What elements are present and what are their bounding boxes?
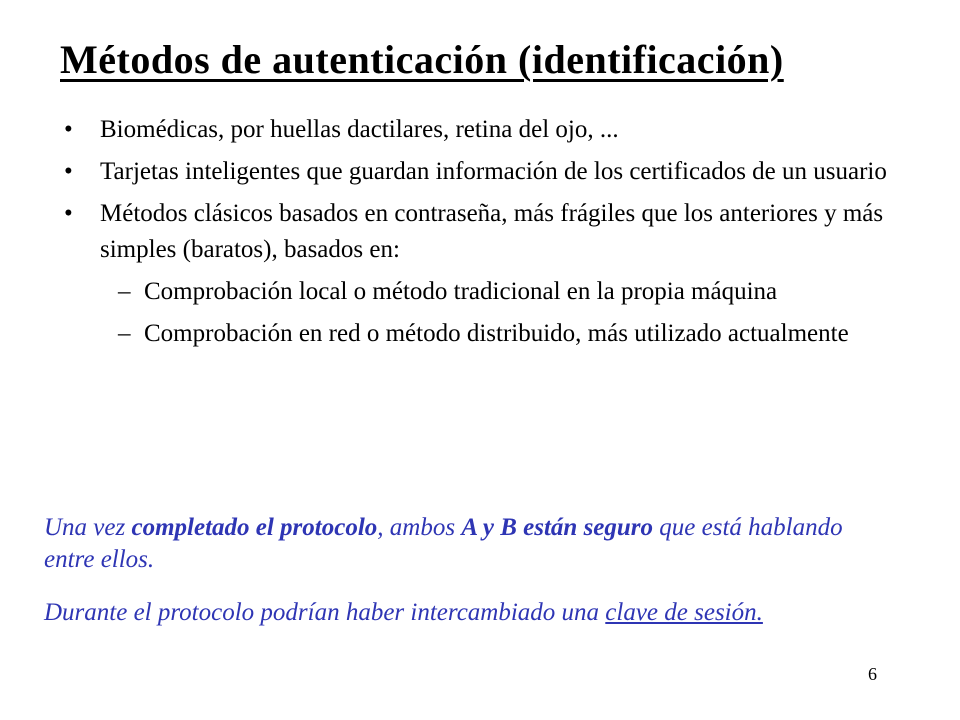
sub-bullet-text: Comprobación local o método tradicional en la propia máquina <box>144 278 778 305</box>
session-key-note <box>44 597 884 629</box>
session-key-underlined: clave de sesión. <box>605 599 763 626</box>
note-emphasis: completado el protocolo <box>131 514 378 541</box>
sub-bullet-text: Comprobación en red o método distribuido, más utilizado actualmente <box>144 320 849 347</box>
bullet-item-biomedicas <box>64 112 900 148</box>
bullet-list <box>0 112 960 358</box>
slide-title: Métodos de autenticación (identificación) <box>60 37 784 82</box>
bullet-item-metodos-clasicos <box>64 196 900 268</box>
note-text: Durante el protocolo podrían haber intercambiado una <box>44 599 606 626</box>
bullet-text: Tarjetas inteligentes que guardan información de los certificados de un usuario <box>100 158 887 185</box>
note-text: que está hablando entre ellos. <box>44 514 843 573</box>
sub-bullet-symbol: – <box>118 278 131 305</box>
note-emphasis: A y B están seguro <box>461 514 654 541</box>
sub-bullet-item-local <box>118 274 904 310</box>
bullet-item-tarjetas <box>64 154 900 190</box>
note-text: , ambos <box>377 514 462 541</box>
bullet-text: Métodos clásicos basados en contraseña, más frágiles que los anteriores y más simples (baratos), basados en: <box>100 200 884 263</box>
protocol-note <box>44 512 884 576</box>
sub-bullet-item-red <box>118 316 904 352</box>
note-text: Una vez <box>44 514 132 541</box>
bullet-symbol: • <box>64 200 73 227</box>
bullet-symbol: • <box>64 116 73 143</box>
bullet-text: Biomédicas, por huellas dactilares, retina del ojo, ... <box>100 116 619 143</box>
page-number: 6 <box>868 664 877 684</box>
sub-bullet-symbol: – <box>118 320 131 347</box>
bullet-symbol: • <box>64 158 73 185</box>
